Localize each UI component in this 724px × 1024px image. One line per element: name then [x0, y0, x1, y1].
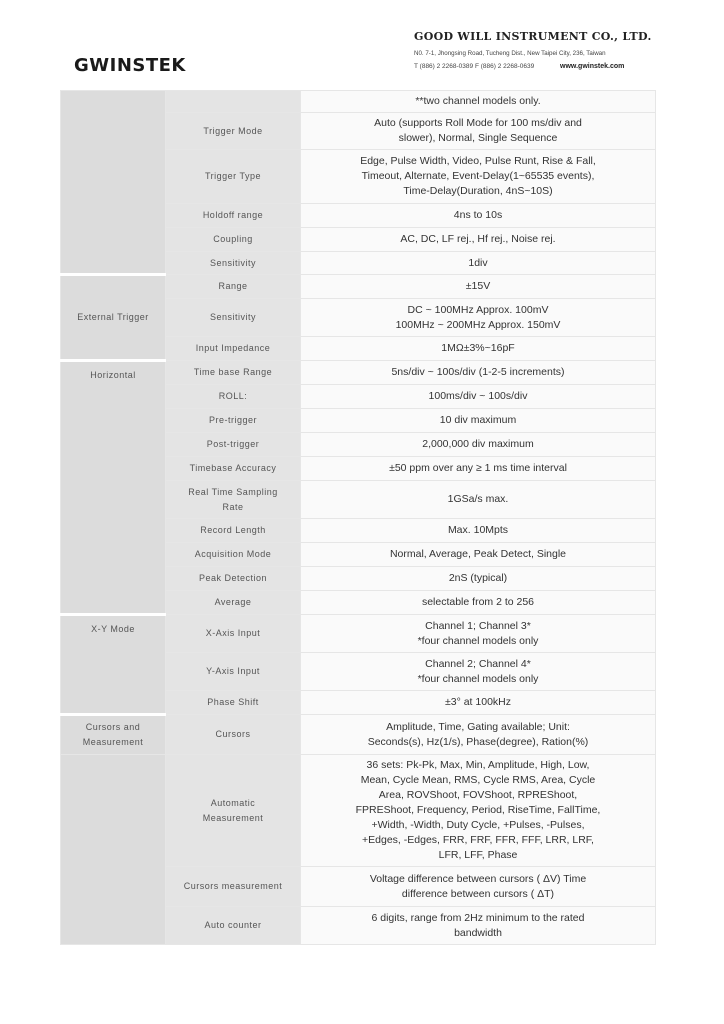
param-label: Range — [166, 275, 301, 299]
param-value: ±15V — [301, 275, 656, 299]
table-row — [61, 275, 656, 299]
param-label: Auto counter — [166, 907, 301, 945]
param-value: 100ms/div ~ 100s/div — [301, 385, 656, 409]
table-row — [61, 755, 656, 867]
spec-table — [60, 90, 656, 945]
param-label: ROLL: — [166, 385, 301, 409]
param-label: Real Time Sampling Rate — [166, 481, 301, 519]
param-value: DC ~ 100MHz Approx. 100mV 100MHz ~ 200MHz Approx. 150mV — [301, 299, 656, 337]
param-label: Time base Range — [166, 361, 301, 385]
table-row — [61, 615, 656, 653]
param-label: Acquisition Mode — [166, 543, 301, 567]
param-value: Voltage difference between cursors ( ΔV) Time difference between cursors ( ΔT) — [301, 867, 656, 907]
group-label — [61, 91, 166, 275]
company-contact — [414, 63, 674, 70]
group-label-xy-mode: X-Y Mode — [61, 615, 166, 715]
param-label: Automatic Measurement — [166, 755, 301, 867]
param-value: Normal, Average, Peak Detect, Single — [301, 543, 656, 567]
gwinstek-logo: GWINSTEK — [74, 55, 186, 76]
param-value: Auto (supports Roll Mode for 100 ms/div and slower), Normal, Single Sequence — [301, 113, 656, 150]
param-label: Peak Detection — [166, 567, 301, 591]
param-label: Post-trigger — [166, 433, 301, 457]
param-label: Sensitivity — [166, 252, 301, 275]
param-label: Trigger Mode — [166, 113, 301, 150]
param-value: 2,000,000 div maximum — [301, 433, 656, 457]
param-value: Channel 1; Channel 3* *four channel models only — [301, 615, 656, 653]
table-row — [61, 715, 656, 755]
param-label: Sensitivity — [166, 299, 301, 337]
param-value: AC, DC, LF rej., Hf rej., Noise rej. — [301, 228, 656, 252]
group-label-cursors: Cursors and Measurement — [61, 715, 166, 755]
param-label: Holdoff range — [166, 204, 301, 228]
param-value: 4ns to 10s — [301, 204, 656, 228]
param-value: 1MΩ±3%~16pF — [301, 337, 656, 361]
param-value: 5ns/div ~ 100s/div (1-2-5 increments) — [301, 361, 656, 385]
group-label-horizontal: Horizontal — [61, 361, 166, 615]
param-value: Amplitude, Time, Gating available; Unit: Seconds(s), Hz(1/s), Phase(degree), Ration(%) — [301, 715, 656, 755]
company-header — [414, 30, 674, 70]
param-value: Channel 2; Channel 4* *four channel models only — [301, 653, 656, 691]
param-value: 36 sets: Pk-Pk, Max, Min, Amplitude, High, Low, Mean, Cycle Mean, RMS, Cycle RMS, Area, Cycle Area, ROVShoot, FOVShoot, RPREShoot, FPREShoot, Frequency, Period, RiseTime, FallTime, +Width, -Width, Duty Cycle, +Pulses, -Pulses, +Edges, -Edges, FRR, FRF, FFR, FFF, LRR, LRF, LFR, LFF, Phase — [301, 755, 656, 867]
param-value: 1div — [301, 252, 656, 275]
param-label: Cursors measurement — [166, 867, 301, 907]
param-value: 10 div maximum — [301, 409, 656, 433]
param-value: **two channel models only. — [301, 91, 656, 113]
param-label: Trigger Type — [166, 150, 301, 204]
table-row — [61, 361, 656, 385]
param-label — [166, 91, 301, 113]
param-label: Input Impedance — [166, 337, 301, 361]
param-label: Phase Shift — [166, 691, 301, 715]
company-name: GOOD WILL INSTRUMENT CO., LTD. — [414, 30, 652, 43]
param-value: 6 digits, range from 2Hz minimum to the rated bandwidth — [301, 907, 656, 945]
group-label-external-trigger: External Trigger — [61, 275, 166, 361]
param-label: Pre-trigger — [166, 409, 301, 433]
param-label: Coupling — [166, 228, 301, 252]
param-label: Average — [166, 591, 301, 615]
param-label: Timebase Accuracy — [166, 457, 301, 481]
param-label: X-Axis Input — [166, 615, 301, 653]
phone-fax: T (886) 2 2268-0389 F (886) 2 2268-0639 — [414, 63, 535, 70]
website-link[interactable]: www.gwinstek.com — [560, 63, 625, 70]
param-value: selectable from 2 to 256 — [301, 591, 656, 615]
table-row — [61, 91, 656, 113]
param-value: ±3° at 100kHz — [301, 691, 656, 715]
param-label: Record Length — [166, 519, 301, 543]
company-address: N0. 7-1, Jhongsing Road, Tucheng Dist., New Taipei City, 236, Taiwan — [414, 50, 606, 57]
param-value: 1GSa/s max. — [301, 481, 656, 519]
param-value: ±50 ppm over any ≥ 1 ms time interval — [301, 457, 656, 481]
param-label: Y-Axis Input — [166, 653, 301, 691]
param-label: Cursors — [166, 715, 301, 755]
param-value: Edge, Pulse Width, Video, Pulse Runt, Rise & Fall, Timeout, Alternate, Event-Delay(1~65535 events), Time-Delay(Duration, 4nS~10S) — [301, 150, 656, 204]
param-value: 2nS (typical) — [301, 567, 656, 591]
param-value: Max. 10Mpts — [301, 519, 656, 543]
group-label — [61, 755, 166, 945]
